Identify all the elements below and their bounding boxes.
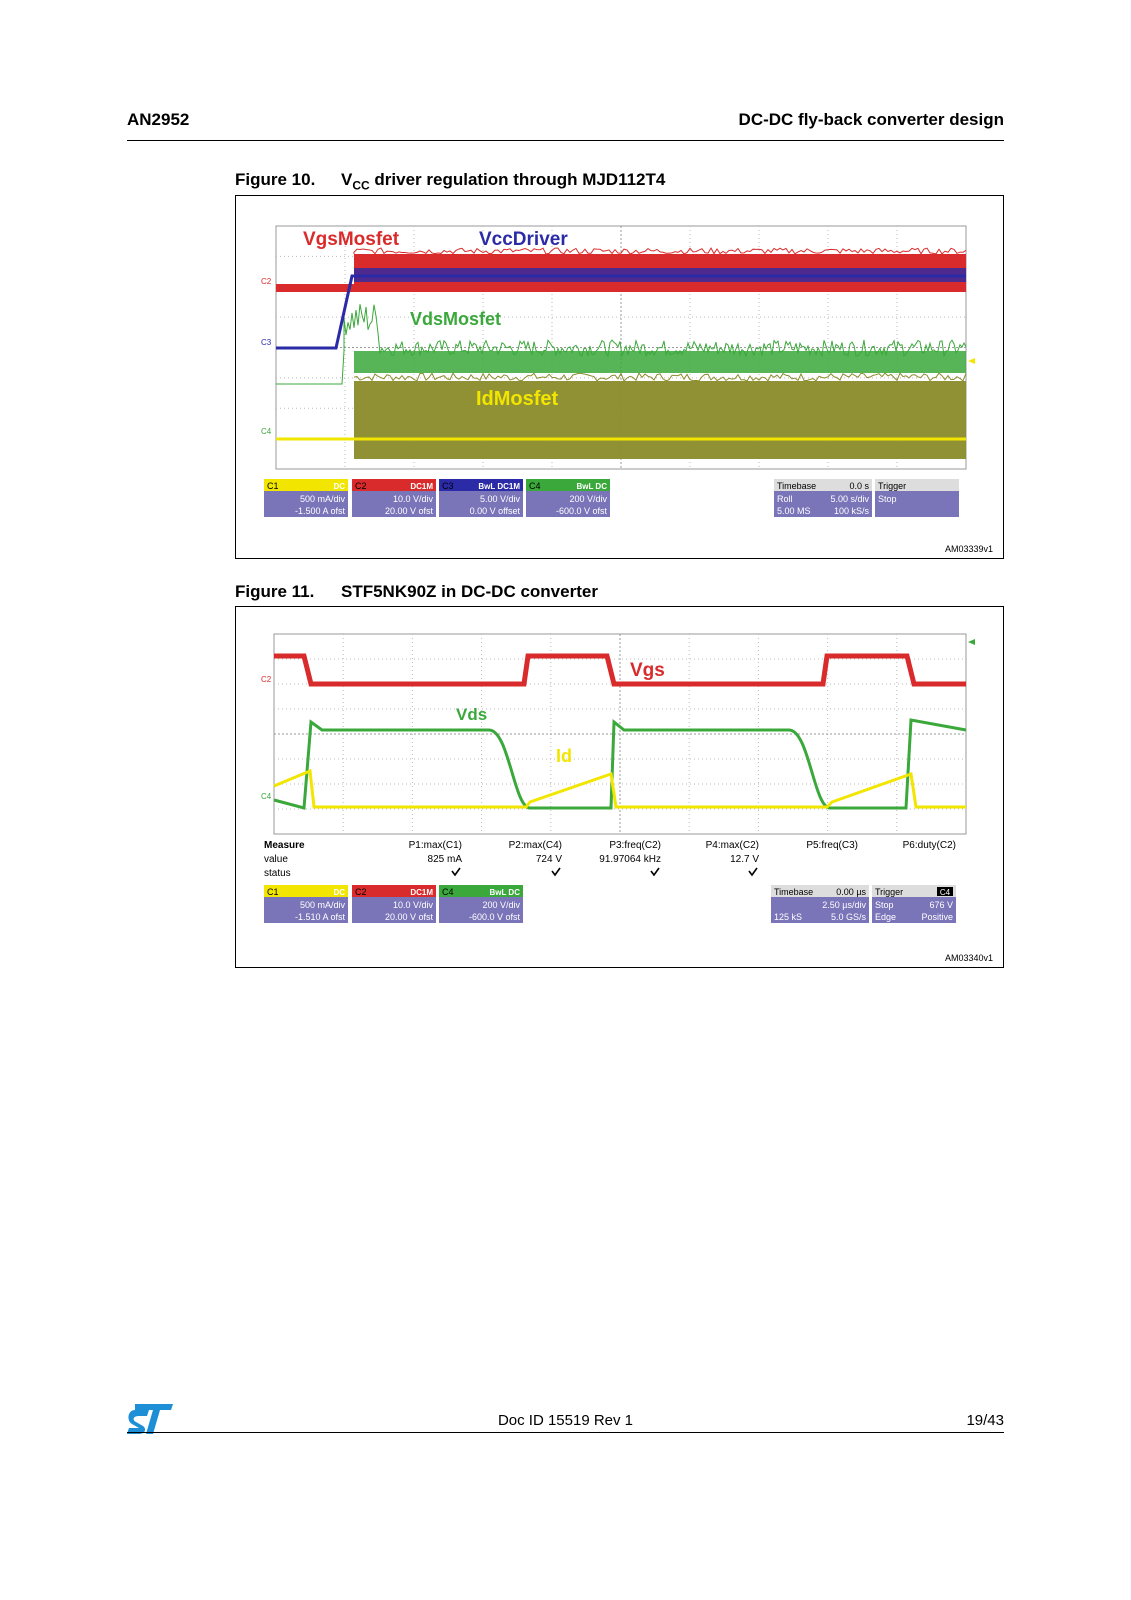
fig10-marker-C3: C3 [261,338,272,347]
fig11-trigger-title: Trigger [875,887,904,897]
figure11-title: STF5NK90Z in DC-DC converter [341,582,598,601]
fig10-panel-name-C3: C3 [442,481,454,491]
fig11-level-marker [968,639,975,645]
fig11-panel-scale-C2: 10.0 V/div [392,900,433,910]
fig10-panel-name-C2: C2 [355,481,367,491]
fig10-panel-scale-C4: 200 V/div [569,494,607,504]
figure11-ref: AM03340v1 [944,953,993,963]
fig11-panel-offset-C4: -600.0 V ofst [468,912,520,922]
fig11-measure-col: P3:freq(C2) [609,840,661,851]
fig10-label-id: IdMosfet [476,388,559,410]
fig11-panel-badge-C4: BwL DC [489,888,520,897]
fig11-timebase-title: Timebase [774,887,814,897]
fig10-panel-name-C1: C1 [267,481,279,491]
fig11-measure-col: P2:max(C4) [508,840,562,851]
fig11-status-check-icon [552,868,560,875]
figure10-frame [235,195,1004,559]
fig10-panel-name-C4: C4 [529,481,541,491]
fig11-marker-C2: C2 [261,675,272,684]
fig11-trigger-level: 676 V [929,900,953,910]
fig11-trigger-slope: Positive [921,912,953,922]
fig11-label-id: Id [556,746,572,766]
fig11-panel-offset-C2: 20.00 V ofst [384,912,433,922]
fig11-measure-col: P1:max(C1) [408,840,462,851]
figure10-title-rest: driver regulation through MJD112T4 [369,170,666,189]
fig11-measure-col: P6:duty(C2) [902,840,956,851]
fig10-panel-scale-C3: 5.00 V/div [479,494,520,504]
fig10-timebase-mode: Roll [777,494,793,504]
fig11-panel-scale-C1: 500 mA/div [299,900,345,910]
fig10-label-vds: VdsMosfet [410,309,502,329]
fig11-label-vgs: Vgs [630,660,665,681]
figure11-frame [235,606,1004,968]
fig10-panel-offset-C1: -1.500 A ofst [294,506,345,516]
fig10-panel-offset-C3: 0.00 V offset [469,506,520,516]
fig11-trigger-type: Edge [875,912,897,922]
fig10-panel-badge-C2: DC1M [410,482,433,491]
fig10-vgs-pre [276,284,354,292]
fig11-trigger-badge: C4 [939,888,951,897]
fig10-panel-badge-C1: DC [333,482,345,491]
fig11-timebase-rate: 5.0 GS/s [830,912,866,922]
fig10-timebase-title: Timebase [777,481,817,491]
fig10-marker-C2: C2 [261,277,272,286]
doc-code: AN2952 [127,110,190,129]
fig11-status-check-icon [749,868,757,875]
fig11-measure-head: Measure [264,840,305,851]
fig10-label-vgs: VgsMosfet [303,229,400,250]
fig11-panel-badge-C2: DC1M [410,888,433,897]
fig11-measure-col: P4:max(C2) [705,840,759,851]
fig11-measure-value: 724 V [535,854,562,865]
figure10-title-sub: CC [352,178,370,193]
figure11-scope [236,607,1003,967]
fig10-trigger-title: Trigger [878,481,907,491]
fig10-level-marker [968,358,975,364]
footer-rule [127,1432,1004,1433]
fig11-panel-name-C2: C2 [355,887,367,897]
fig10-timebase-rate: 100 kS/s [833,506,869,516]
fig11-panel-badge-C1: DC [333,888,345,897]
figure11-number: Figure 11. [235,582,315,601]
fig11-trigger-state: Stop [875,900,894,910]
figure10-number: Figure 10. [235,170,316,189]
header-rule [127,140,1004,141]
fig10-id-band [354,381,966,459]
figure11-caption [235,582,598,602]
figure10-title-v: V [341,170,353,189]
fig10-panel-badge-C4: BwL DC [576,482,607,491]
fig11-panel-name-C4: C4 [442,887,454,897]
fig10-timebase-samples: 5.00 MS [777,506,811,516]
fig10-vds-band [354,351,966,373]
fig11-measure-col: P5:freq(C3) [806,840,858,851]
fig10-panel-offset-C4: -600.0 V ofst [555,506,607,516]
fig10-vcc-band [354,268,966,282]
figure10-ref: AM03339v1 [944,544,993,554]
fig10-timebase-div: 5.00 s/div [830,494,869,504]
fig11-timebase-value: 0.00 µs [836,887,866,897]
fig10-timebase-value: 0.0 s [849,481,869,491]
fig10-panel-scale-C1: 500 mA/div [299,494,345,504]
fig10-marker-C4: C4 [261,427,272,436]
fig11-status-check-icon [452,868,460,875]
section-title: DC-DC fly-back converter design [738,110,1004,129]
fig11-measure-value: 91.97064 kHz [599,854,661,865]
fig11-measure-row-status: status [264,868,291,879]
page-number: 19/43 [966,1412,1004,1429]
fig11-panel-scale-C4: 200 V/div [482,900,520,910]
fig10-panel-offset-C2: 20.00 V ofst [384,506,433,516]
fig11-measure-value: 12.7 V [730,854,759,865]
doc-id: Doc ID 15519 Rev 1 [497,1412,634,1429]
fig10-label-vcc: VccDriver [479,229,568,250]
figure10-scope [236,196,1003,558]
fig11-label-vds: Vds [456,705,488,724]
fig11-panel-name-C1: C1 [267,887,279,897]
fig11-status-check-icon [651,868,659,875]
fig11-panel-offset-C1: -1.510 A ofst [294,912,345,922]
fig10-panel-badge-C3: BwL DC1M [478,482,520,491]
fig11-measure-row-value: value [264,854,288,865]
fig11-timebase-div: 2.50 µs/div [822,900,866,910]
fig11-timebase-samples: 125 kS [774,912,803,922]
fig11-measure-value: 825 mA [427,854,462,865]
fig11-marker-C4: C4 [261,792,272,801]
fig10-panel-scale-C2: 10.0 V/div [392,494,433,504]
figure10-caption [235,170,665,192]
fig10-trigger-state: Stop [878,494,897,504]
